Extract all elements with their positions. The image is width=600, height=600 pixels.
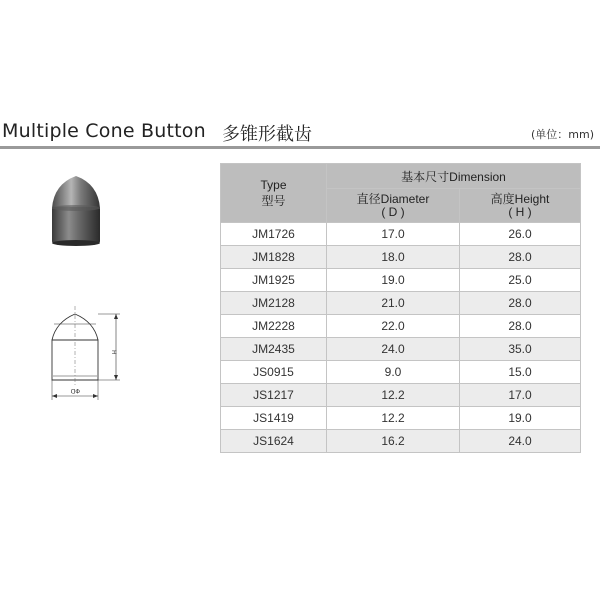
table-row [221, 430, 581, 453]
diameter-cell: 12.2 [327, 384, 460, 407]
diameter-dimension-label: ΦD [70, 387, 80, 394]
diameter-cell: 18.0 [327, 246, 460, 269]
height-cell: 15.0 [460, 361, 581, 384]
height-cell: 28.0 [460, 246, 581, 269]
type-header [221, 164, 327, 223]
diameter-header [327, 189, 460, 223]
diameter-header-label: 直径Diameter [356, 191, 430, 206]
page-header [0, 118, 600, 146]
unit-label: (单位：mm) [530, 128, 594, 141]
type-cell: JS1217 [221, 384, 327, 407]
title-english: Multiple Cone Button [2, 120, 206, 142]
diameter-header-symbol: ( D ) [381, 204, 405, 219]
table-row [221, 223, 581, 246]
diameter-cell: 22.0 [327, 315, 460, 338]
table-row [221, 246, 581, 269]
type-cell: JS1419 [221, 407, 327, 430]
type-cell: JM2228 [221, 315, 327, 338]
diameter-cell: 17.0 [327, 223, 460, 246]
height-header-symbol: ( H ) [508, 204, 532, 219]
height-header [460, 189, 581, 223]
type-cell: JM2128 [221, 292, 327, 315]
height-cell: 28.0 [460, 315, 581, 338]
type-cell: JS1624 [221, 430, 327, 453]
table-row [221, 361, 581, 384]
height-dimension-label: H [110, 350, 117, 355]
diameter-cell: 12.2 [327, 407, 460, 430]
table-row [221, 315, 581, 338]
cone-button-drawing [40, 300, 130, 408]
type-header-en: Type [260, 177, 287, 192]
type-cell: JM1925 [221, 269, 327, 292]
type-cell: JM2435 [221, 338, 327, 361]
dimension-table [220, 163, 581, 453]
table-row [221, 269, 581, 292]
type-header-cn: 型号 [261, 193, 286, 208]
dimension-group-header: 基本尺寸Dimension [327, 164, 581, 189]
table-row [221, 338, 581, 361]
type-cell: JM1828 [221, 246, 327, 269]
diameter-cell: 21.0 [327, 292, 460, 315]
title-chinese: 多锥形截齿 [222, 124, 312, 145]
table-row [221, 407, 581, 430]
height-header-label: 高度Height [490, 191, 550, 206]
height-cell: 19.0 [460, 407, 581, 430]
height-cell: 35.0 [460, 338, 581, 361]
height-cell: 17.0 [460, 384, 581, 407]
type-cell: JM1726 [221, 223, 327, 246]
cone-button-photo [44, 170, 108, 250]
height-cell: 24.0 [460, 430, 581, 453]
diameter-cell: 19.0 [327, 269, 460, 292]
header-divider [0, 146, 600, 149]
table-row [221, 292, 581, 315]
height-cell: 26.0 [460, 223, 581, 246]
diameter-cell: 16.2 [327, 430, 460, 453]
type-cell: JS0915 [221, 361, 327, 384]
diameter-cell: 24.0 [327, 338, 460, 361]
height-cell: 28.0 [460, 292, 581, 315]
height-cell: 25.0 [460, 269, 581, 292]
table-row [221, 384, 581, 407]
diameter-cell: 9.0 [327, 361, 460, 384]
